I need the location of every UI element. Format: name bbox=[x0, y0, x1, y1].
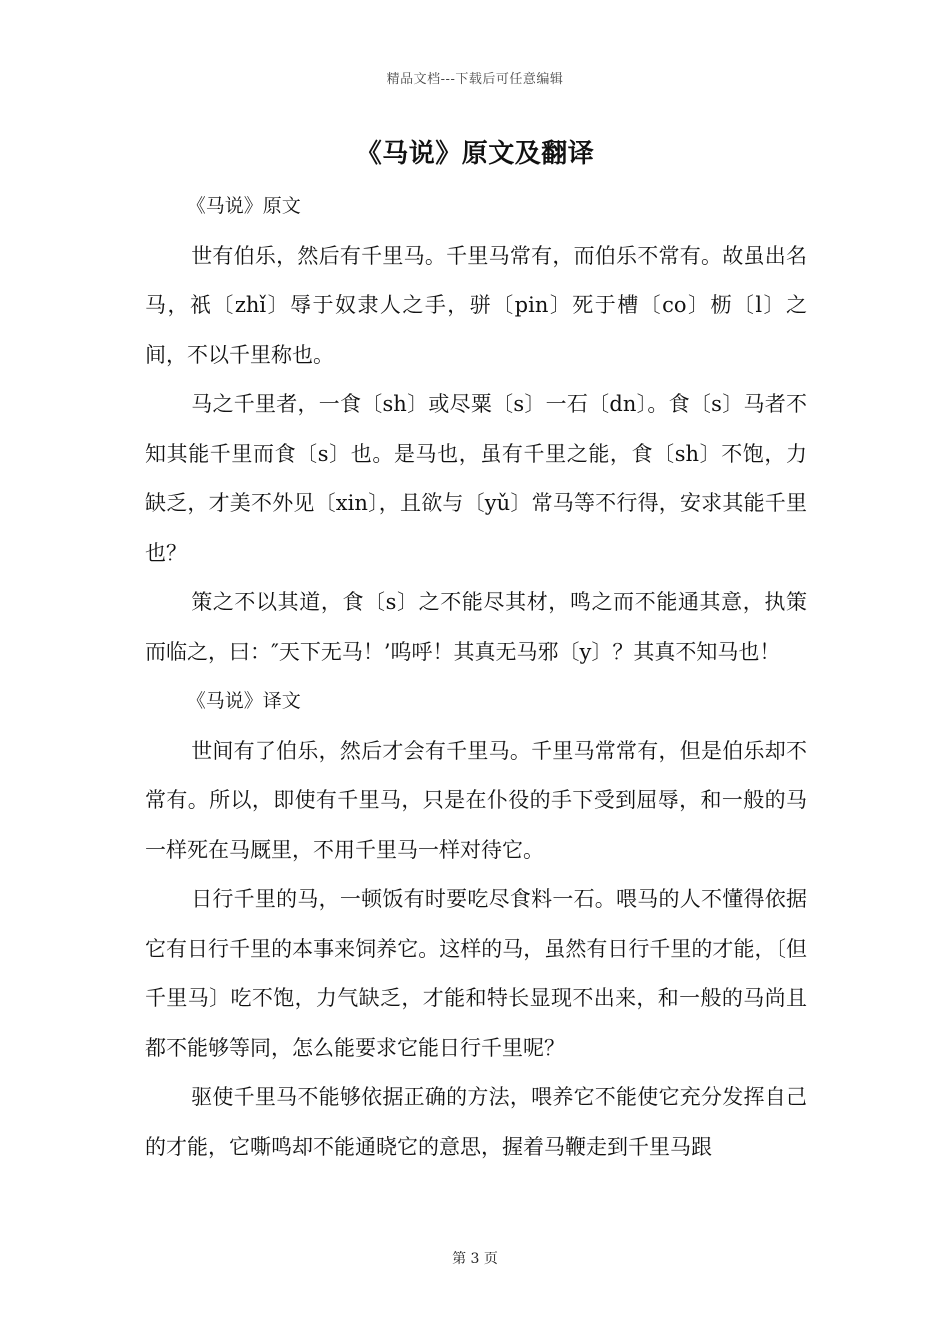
original-paragraph-3: 策之不以其道，食〔s〕之不能尽其材，鸣之而不能通其意，执策而临之，曰：″天下无马！’呜呼！其真无马邪〔y〕？其真不知马也！ bbox=[145, 590, 807, 664]
original-heading: 《马说》原文 bbox=[186, 195, 301, 217]
document-body bbox=[145, 182, 807, 1172]
original-paragraph-2: 马之千里者，一食〔sh〕或尽粟〔s〕一石〔dn〕。食〔s〕马者不知其能千里而食〔s〕也。是马也，虽有千里之能，食〔sh〕不饱，力缺乏，才美不外见〔xin〕，且欲与〔yǔ〕常马等不行得，安求其能千里也？ bbox=[145, 392, 807, 565]
translation-paragraph-3: 驱使千里马不能够依据正确的方法，喂养它不能使它充分发挥自己的才能，它嘶鸣却不能通晓它的意思，握着马鞭走到千里马跟 bbox=[145, 1085, 807, 1159]
page-title: 《马说》原文及翻译 bbox=[355, 139, 595, 169]
translation-paragraph-1: 世间有了伯乐，然后才会有千里马。千里马常常有，但是伯乐却不常有。所以，即使有千里马，只是在仆役的手下受到屈辱，和一般的马一样死在马厩里，不用千里马一样对待它。 bbox=[145, 738, 807, 862]
page-number: 第 3 页 bbox=[452, 1251, 498, 1267]
page-header: 精品文档---下载后可任意编辑 bbox=[386, 72, 564, 87]
original-paragraph-1: 世有伯乐，然后有千里马。千里马常有，而伯乐不常有。故虽出名马，祇〔zhǐ〕辱于奴隶人之手，骈〔pin〕死于槽〔co〕枥〔l〕之间，不以千里称也。 bbox=[145, 243, 807, 367]
translation-paragraph-2: 日行千里的马，一顿饭有时要吃尽食料一石。喂马的人不懂得依据它有日行千里的本事来饲养它。这样的马，虽然有日行千里的才能，〔但千里马〕吃不饱，力气缺乏，才能和特长显现不出来，和一般的马尚且都不能够等同，怎么能要求它能日行千里呢？ bbox=[145, 887, 807, 1060]
translation-heading: 《马说》译文 bbox=[186, 690, 301, 712]
